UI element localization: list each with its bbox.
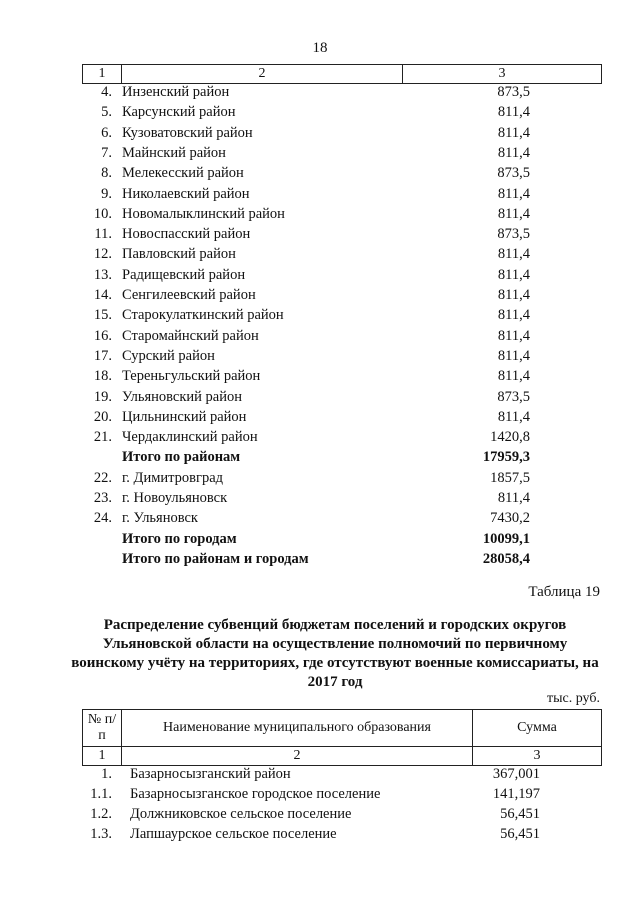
table-row: [0, 447, 640, 467]
table-row: [0, 764, 640, 784]
table2-index-col3: 3: [533, 748, 541, 763]
row-number: 6.: [101, 124, 112, 141]
table2-index-col1: 1: [83, 747, 122, 765]
row-name: Цильнинский район: [122, 408, 247, 425]
row-value: 811,4: [497, 408, 530, 425]
table-row: [0, 244, 640, 264]
row-name: Чердаклинский район: [122, 429, 258, 446]
table2-header: [82, 709, 602, 747]
row-number: 7.: [101, 144, 112, 161]
row-value: 56,451: [500, 806, 540, 822]
row-name: Итого по городам: [122, 530, 237, 547]
row-name: Итого по районам: [122, 449, 241, 466]
table-row: [0, 123, 640, 143]
row-value: 811,4: [497, 347, 530, 364]
row-number: 1.1.: [90, 786, 112, 802]
row-number: 4.: [101, 84, 112, 100]
table-row: [0, 265, 640, 285]
row-name: Ульяновский район: [122, 388, 243, 405]
row-value: 873,5: [497, 226, 530, 243]
row-name: г. Димитровград: [122, 469, 224, 486]
row-number: 1.2.: [90, 806, 112, 822]
row-number: 17.: [93, 347, 112, 364]
row-number: 23.: [93, 490, 112, 506]
row-name: Кузоватовский район: [122, 124, 253, 141]
row-number: 9.: [101, 185, 112, 202]
row-value: 28058,4: [482, 550, 530, 567]
table-row: [0, 346, 640, 366]
table2-header-num-label: № п/п: [87, 712, 117, 743]
table1-header-col1: 1: [83, 65, 122, 83]
row-name: Старокулаткинский район: [122, 307, 284, 324]
table-row: [0, 184, 640, 204]
row-name: Лапшаурское сельское поселение: [130, 826, 337, 842]
row-value: 811,4: [497, 205, 530, 222]
row-value: 873,5: [497, 84, 530, 100]
row-name: Сурский район: [122, 347, 215, 364]
table-title: Распределение субвенций бюджетам поселений и городских округов Ульяновской области на осуществление полномочий по первичному воинскому учёту на территориях, где отсутствуют военные комиссариаты, на 2017 год: [71, 617, 599, 690]
table2-header-num: [83, 710, 122, 746]
row-number: 1.3.: [90, 826, 112, 842]
row-value: 811,4: [497, 490, 530, 506]
row-number: 11.: [94, 226, 112, 243]
row-number: 19.: [93, 388, 112, 405]
table2-index-row: [82, 746, 602, 766]
row-value: 56,451: [500, 826, 540, 842]
row-name: Базарносызганское городское поселение: [130, 786, 381, 802]
row-value: 811,4: [497, 368, 530, 385]
row-name: Новоспасский район: [122, 226, 251, 243]
row-value: 811,4: [497, 307, 530, 324]
row-value: 811,4: [497, 144, 530, 161]
table-row: [0, 427, 640, 447]
row-name: Старомайнский район: [122, 327, 259, 344]
table-row: [0, 285, 640, 305]
table-row: [0, 326, 640, 346]
row-value: 811,4: [497, 246, 530, 263]
row-number: 21.: [93, 429, 112, 446]
row-number: 20.: [93, 408, 112, 425]
row-number: 8.: [101, 165, 112, 182]
row-number: 1.: [101, 766, 112, 782]
row-number: 22.: [93, 469, 112, 486]
row-value: 1857,5: [490, 469, 530, 486]
row-name: Сенгилеевский район: [122, 287, 256, 303]
row-number: 10.: [93, 205, 112, 222]
row-name: Майнский район: [122, 144, 226, 161]
table-row: [0, 508, 640, 528]
row-value: 811,4: [497, 266, 530, 283]
row-name: Павловский район: [122, 246, 236, 263]
table-row: [0, 468, 640, 488]
units-label: тыс. руб.: [547, 691, 600, 706]
row-name: Радищевский район: [122, 266, 246, 283]
table-row: [0, 305, 640, 325]
row-value: 10099,1: [482, 530, 530, 547]
row-name: Инзенский район: [122, 84, 230, 100]
table-row: [0, 549, 640, 569]
table-row: [0, 224, 640, 244]
row-value: 1420,8: [490, 429, 530, 446]
table-row: [0, 143, 640, 163]
row-value: 811,4: [497, 287, 530, 303]
page-number: 18: [312, 40, 328, 56]
row-name: Итого по районам и городам: [122, 550, 309, 567]
row-number: 15.: [93, 307, 112, 324]
table-row: [0, 407, 640, 427]
row-name: Карсунский район: [122, 104, 236, 121]
table2-header-sum: Сумма: [517, 720, 557, 735]
row-value: 141,197: [492, 786, 540, 802]
row-number: 13.: [93, 266, 112, 283]
table-row: [0, 529, 640, 549]
row-value: 811,4: [497, 185, 530, 202]
row-name: г. Ульяновск: [122, 510, 198, 527]
row-number: 18.: [93, 368, 112, 385]
table-row: [0, 784, 640, 804]
table-row: [0, 82, 640, 102]
table1-header-col2: 2: [122, 65, 403, 83]
row-name: Тереньгульский район: [122, 368, 261, 385]
table-row: [0, 102, 640, 122]
table-row: [0, 204, 640, 224]
row-name: Николаевский район: [122, 185, 250, 202]
row-value: 873,5: [497, 388, 530, 405]
row-name: Базарносызганский район: [130, 766, 291, 782]
table-row: [0, 488, 640, 508]
row-value: 811,4: [497, 327, 530, 344]
row-number: 12.: [93, 246, 112, 263]
row-name: г. Новоульяновск: [122, 490, 228, 506]
table-row: [0, 824, 640, 844]
row-name: Мелекесский район: [122, 165, 244, 182]
row-value: 873,5: [497, 165, 530, 182]
row-number: 14.: [93, 287, 112, 303]
row-number: 16.: [93, 327, 112, 344]
table-row: [0, 163, 640, 183]
table-row: [0, 387, 640, 407]
row-value: 7430,2: [490, 510, 530, 527]
row-value: 811,4: [497, 104, 530, 121]
table2-header-name: Наименование муниципального образования: [122, 710, 473, 746]
row-value: 811,4: [497, 124, 530, 141]
table2-index-col2: 2: [122, 747, 473, 765]
row-value: 367,001: [492, 766, 540, 782]
table-caption: Таблица 19: [528, 584, 600, 600]
row-number: 5.: [101, 104, 112, 121]
table1-header-col3: 3: [498, 66, 506, 81]
row-name: Должниковское сельское поселение: [130, 806, 352, 822]
row-number: 24.: [93, 510, 112, 527]
table-row: [0, 366, 640, 386]
table-row: [0, 804, 640, 824]
row-name: Новомалыклинский район: [122, 205, 285, 222]
row-value: 17959,3: [482, 449, 530, 466]
table1-header: [82, 64, 602, 84]
